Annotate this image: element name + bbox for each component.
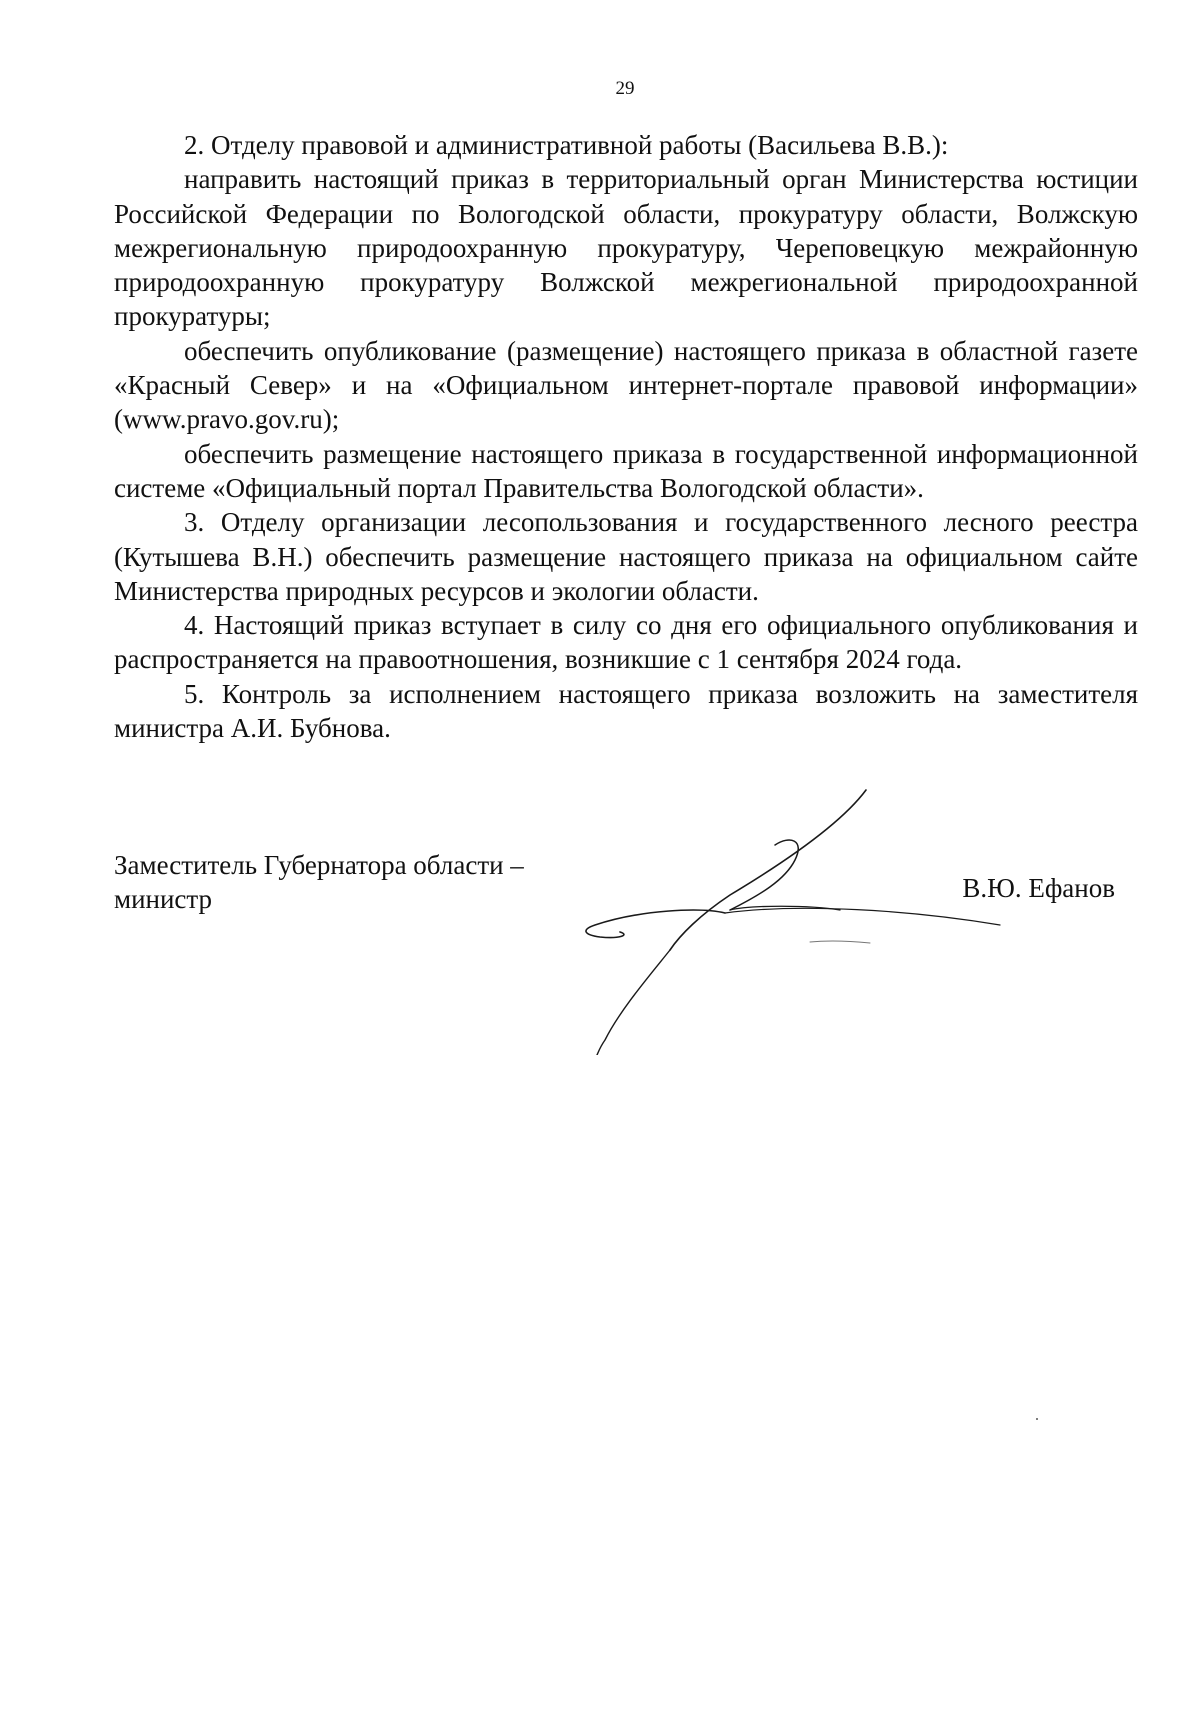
- signatory-position: [114, 848, 524, 917]
- paragraph-2-send: направить настоящий приказ в территориальный орган Министерства юстиции Российской Федерации по Вологодской области, прокуратуру области, Волжскую межрегиональную природоохранную прокуратуру, Череповецкую межрайонную природоохранную прокуратуру Волжской межрегиональной природоохранной прокуратуры;: [114, 164, 1138, 332]
- handwritten-signature: [580, 785, 1030, 1055]
- paragraph-3: 3. Отделу организации лесопользования и государственного лесного реестра (Кутышева В.Н.) обеспечить размещение настоящего приказа на официальном сайте Министерства природных ресурсов и экологии области.: [114, 507, 1138, 606]
- signatory-name: В.Ю. Ефанов: [962, 873, 1115, 903]
- signatory-position-line2: министр: [114, 884, 213, 915]
- scan-speck: [1036, 1418, 1038, 1420]
- signatory-position-line1: Заместитель Губернатора области –: [114, 850, 524, 880]
- paragraph-2: 2. Отделу правовой и административной работы (Васильева В.В.):: [184, 130, 949, 160]
- document-body: [114, 128, 1138, 745]
- paragraph-2-publish: обеспечить опубликование (размещение) настоящего приказа в областной газете «Красный Север» и на «Официальном интернет-портале правовой информации» (www.pravo.gov.ru);: [114, 335, 1138, 435]
- paragraph-5: 5. Контроль за исполнением настоящего приказа возложить на заместителя министра А.И. Бубнова.: [114, 678, 1138, 744]
- paragraph-2-portal: обеспечить размещение настоящего приказа в государственной информационной системе «Официальный портал Правительства Вологодской области».: [114, 438, 1138, 503]
- paragraph-4: 4. Настоящий приказ вступает в силу со дня его официального опубликования и распространяется на правоотношения, возникшие с 1 сентября 2024 года.: [114, 610, 1138, 675]
- page-number: 29: [615, 78, 635, 99]
